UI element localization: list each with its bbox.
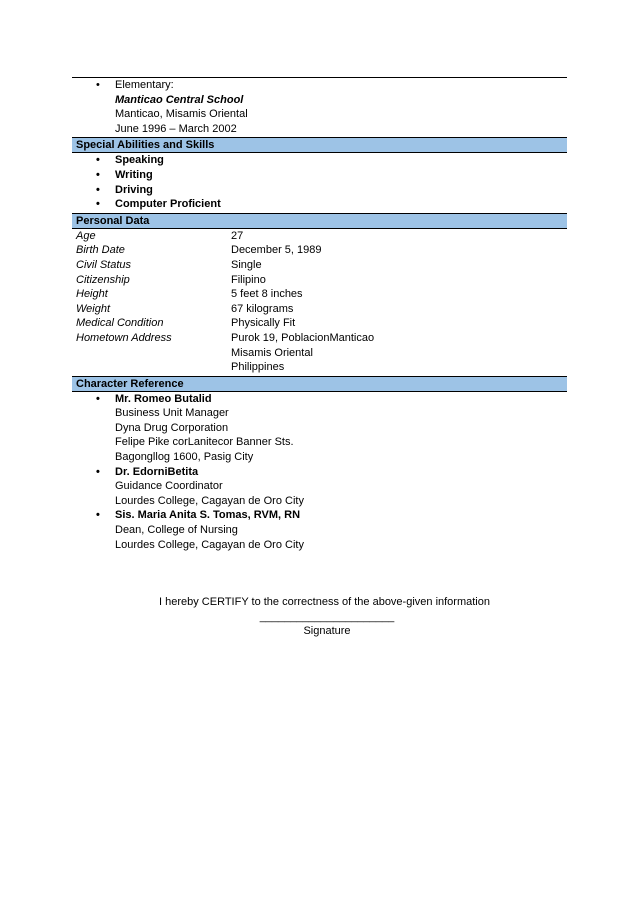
personal-label: Medical Condition bbox=[76, 317, 164, 330]
school-name: Manticao Central School bbox=[115, 93, 244, 106]
personal-value: 27 bbox=[231, 229, 244, 242]
personal-label bbox=[76, 346, 231, 361]
bullet-icon: • bbox=[96, 183, 100, 196]
skill-label: Driving bbox=[115, 183, 153, 196]
skill-label: Computer Proficient bbox=[115, 198, 221, 211]
personal-value: 67 kilograms bbox=[231, 302, 294, 315]
reference-name bbox=[72, 508, 567, 523]
personal-row bbox=[72, 243, 567, 258]
personal-row bbox=[72, 346, 567, 361]
personal-value: Philippines bbox=[231, 361, 285, 374]
personal-label: Weight bbox=[76, 302, 111, 315]
personal-row bbox=[72, 287, 567, 302]
skill-item bbox=[72, 168, 567, 183]
reference-name-text: Dr. EdorniBetita bbox=[115, 465, 199, 478]
personal-row bbox=[72, 316, 567, 331]
signature-line: ______________________ bbox=[259, 610, 395, 623]
personal-value: Physically Fit bbox=[231, 317, 296, 330]
school-location: Manticao, Misamis Oriental bbox=[115, 108, 248, 121]
reference-line: Guidance Coordinator bbox=[115, 480, 223, 493]
education-entry bbox=[72, 78, 567, 136]
reference-name bbox=[72, 392, 567, 407]
personal-value: Single bbox=[231, 258, 262, 271]
reference-list bbox=[72, 392, 567, 553]
education-level bbox=[72, 78, 567, 93]
personal-label: Age bbox=[76, 229, 96, 242]
personal-label: Citizenship bbox=[76, 273, 130, 286]
reference-name bbox=[72, 465, 567, 480]
personal-row bbox=[72, 258, 567, 273]
personal-label bbox=[76, 360, 231, 375]
bullet-icon: • bbox=[96, 79, 100, 91]
bullet-icon: • bbox=[96, 509, 100, 522]
personal-row bbox=[72, 331, 567, 346]
reference-line: Dyna Drug Corporation bbox=[115, 421, 229, 434]
signature-label: Signature bbox=[303, 625, 351, 638]
school-period: June 1996 – March 2002 bbox=[115, 122, 237, 135]
reference-heading: Character Reference bbox=[72, 376, 567, 392]
reference-line: Lourdes College, Cagayan de Oro City bbox=[115, 538, 304, 551]
personal-value: 5 feet 8 inches bbox=[231, 288, 303, 301]
personal-label: Height bbox=[76, 288, 108, 301]
reference-name-text: Mr. Romeo Butalid bbox=[115, 392, 212, 405]
personal-value: December 5, 1989 bbox=[231, 244, 322, 257]
bullet-icon: • bbox=[96, 154, 100, 167]
reference-line: Lourdes College, Cagayan de Oro City bbox=[115, 494, 304, 507]
skill-label: Writing bbox=[115, 168, 153, 181]
personal-label: Hometown Address bbox=[76, 331, 172, 344]
reference-line: Felipe Pike corLanitecor Banner Sts. bbox=[115, 436, 294, 449]
reference-line: Dean, College of Nursing bbox=[115, 524, 238, 537]
skills-heading: Special Abilities and Skills bbox=[72, 137, 567, 153]
bullet-icon: • bbox=[96, 465, 100, 478]
personal-row bbox=[72, 229, 567, 244]
personal-value: Filipino bbox=[231, 273, 266, 286]
personal-row bbox=[72, 302, 567, 317]
certification-statement: I hereby CERTIFY to the correctness of the above-given information bbox=[159, 596, 490, 609]
resume-page bbox=[72, 77, 567, 639]
reference-name-text: Sis. Maria Anita S. Tomas, RVM, RN bbox=[115, 509, 301, 522]
reference-line: Bagongllog 1600, Pasig City bbox=[115, 451, 254, 464]
skill-item bbox=[72, 153, 567, 168]
bullet-icon: • bbox=[96, 198, 100, 211]
bullet-icon: • bbox=[96, 168, 100, 181]
education-level-text: Elementary: bbox=[115, 79, 174, 91]
personal-row bbox=[72, 273, 567, 288]
skill-item bbox=[72, 197, 567, 212]
reference-line: Business Unit Manager bbox=[115, 407, 229, 420]
personal-data-table bbox=[72, 229, 567, 375]
personal-value: Purok 19, PoblacionManticao bbox=[231, 331, 375, 344]
personal-row bbox=[72, 360, 567, 375]
personal-label: Birth Date bbox=[76, 244, 125, 257]
personal-data-heading: Personal Data bbox=[72, 213, 567, 229]
skills-list bbox=[72, 153, 567, 211]
skill-item bbox=[72, 183, 567, 198]
skill-label: Speaking bbox=[115, 154, 164, 167]
personal-value: Misamis Oriental bbox=[231, 346, 313, 359]
bullet-icon: • bbox=[96, 392, 100, 405]
personal-label: Civil Status bbox=[76, 258, 132, 271]
reference-entry bbox=[72, 508, 567, 552]
reference-entry bbox=[72, 465, 567, 509]
reference-entry bbox=[72, 392, 567, 465]
